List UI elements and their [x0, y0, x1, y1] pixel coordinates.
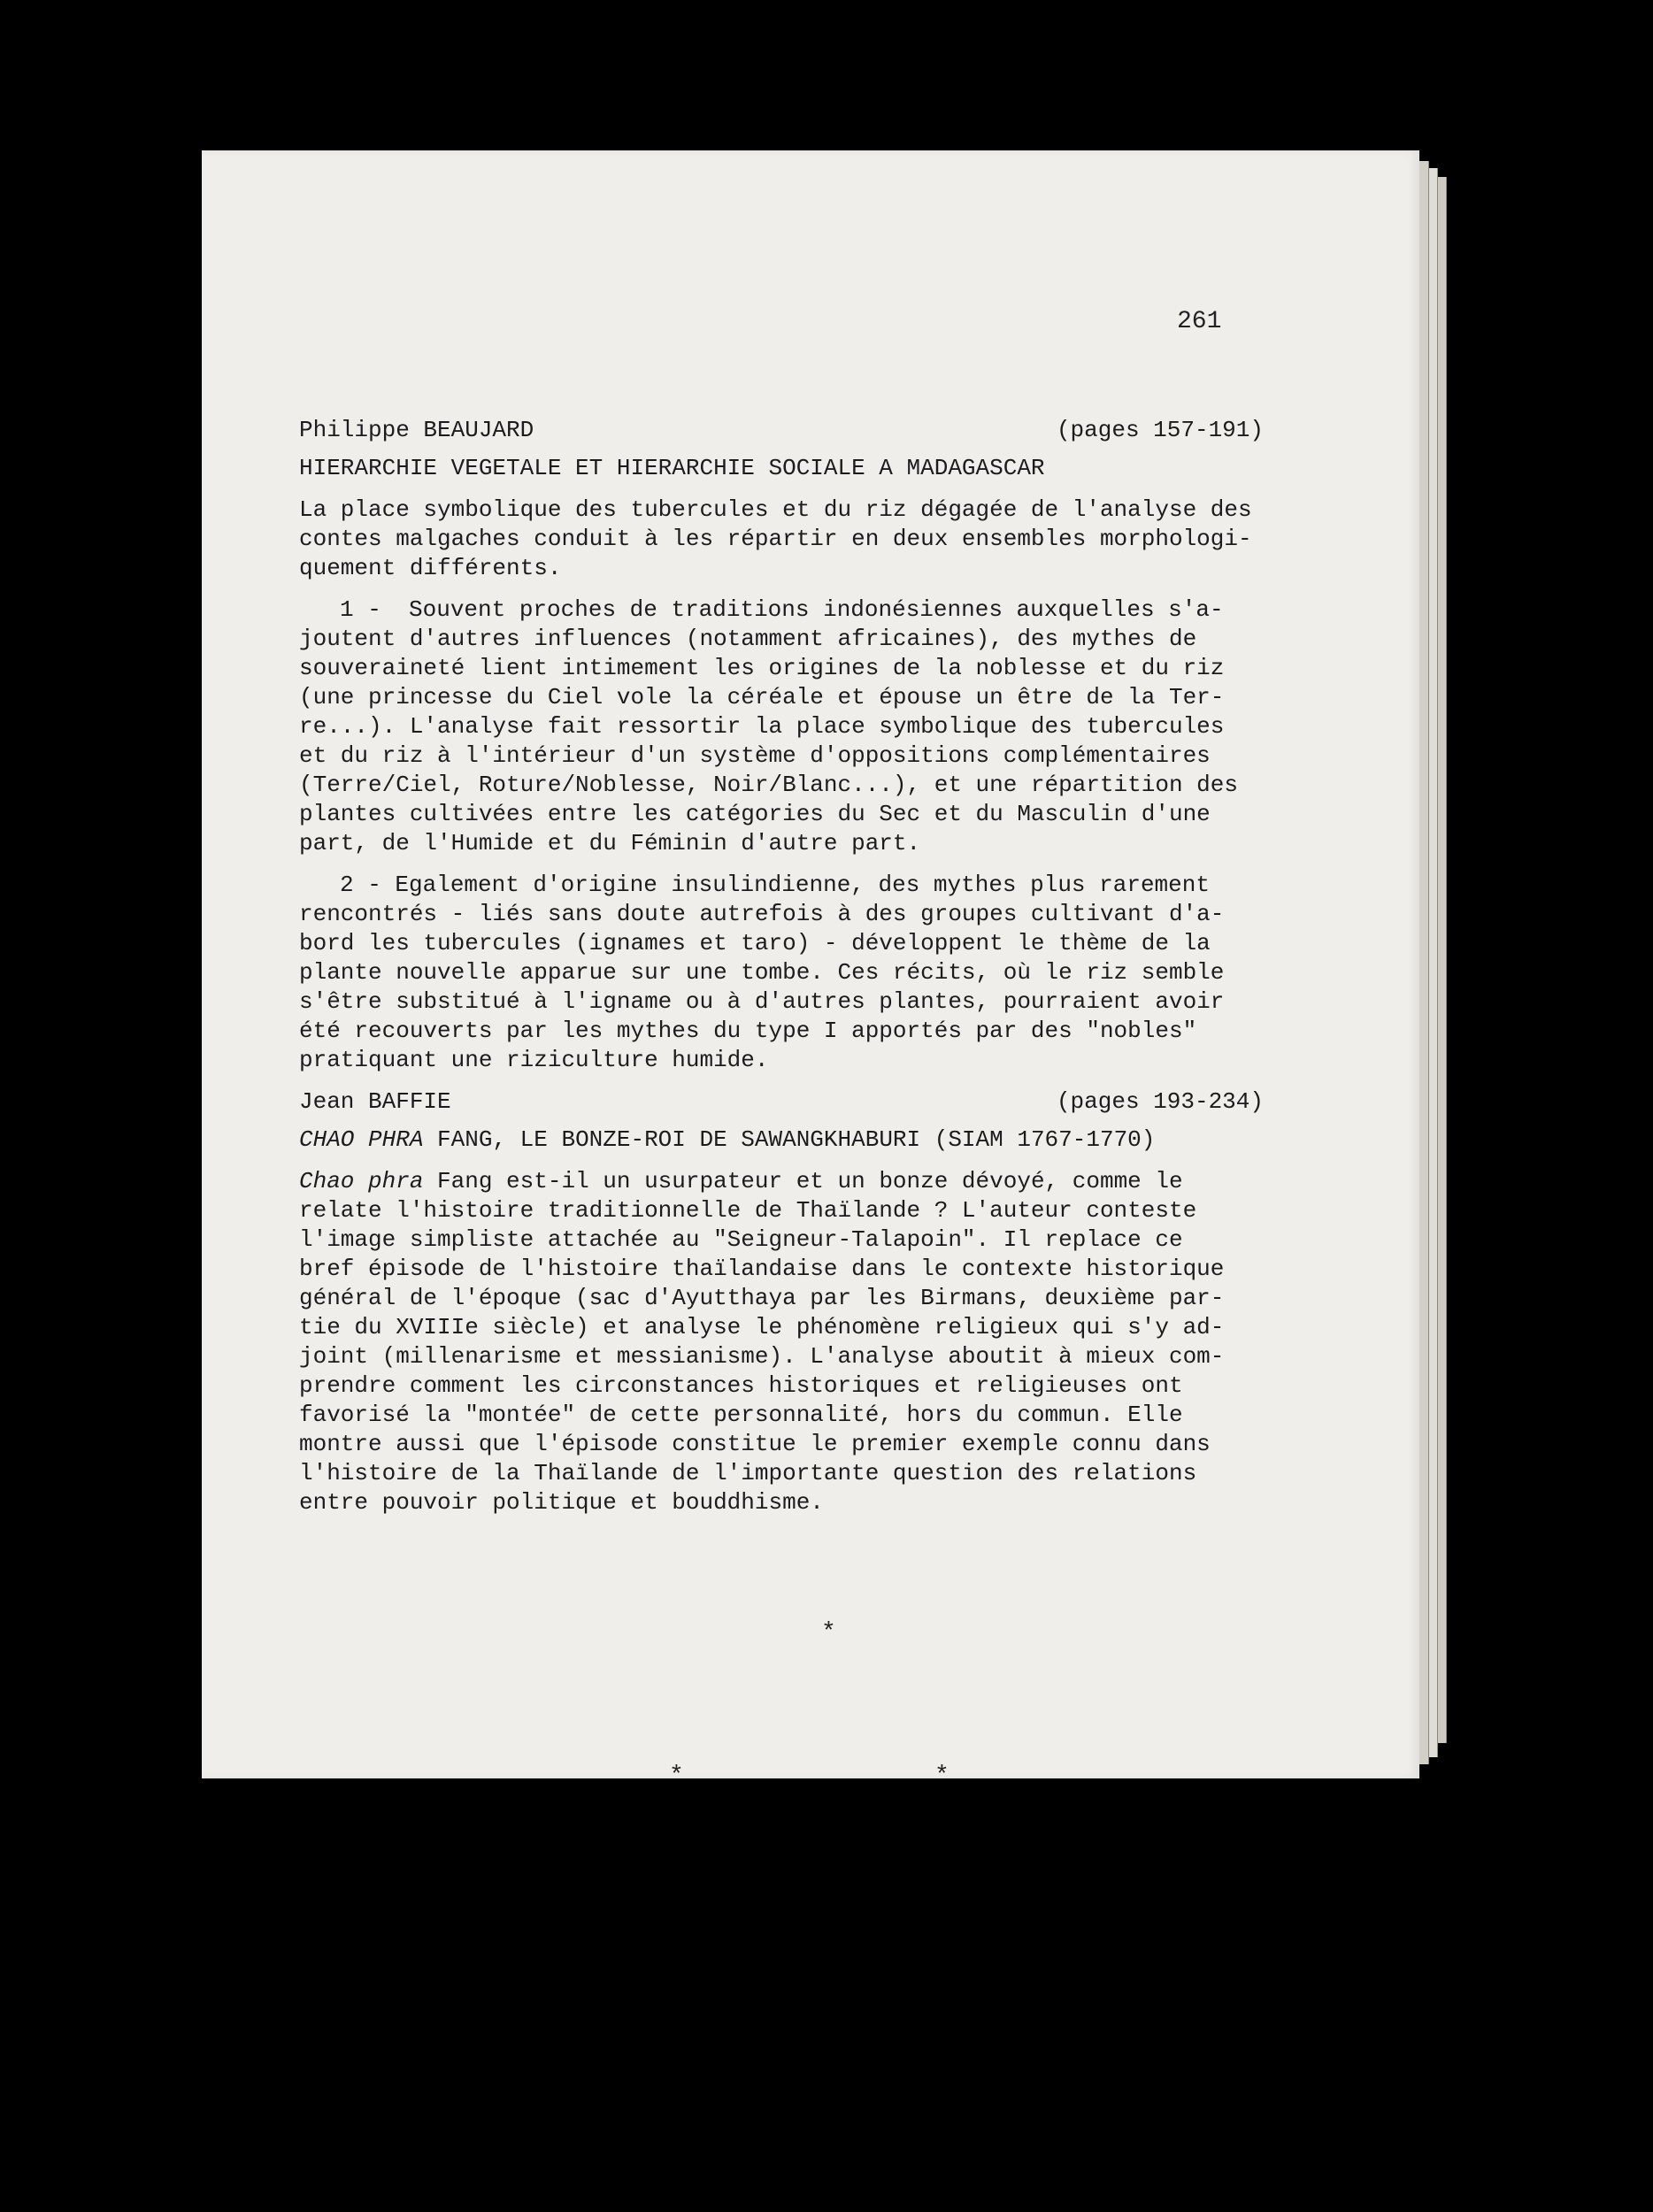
text-line: montre aussi que l'épisode constitue le premier exemple connu dans — [299, 1431, 1211, 1457]
text-fragment: Fang est-il un usurpateur et un bonze dévoyé, comme le — [423, 1168, 1183, 1194]
section-header — [299, 416, 1264, 445]
text-line: joint (millenarisme et messianisme). L'analyse aboutit à mieux com- — [299, 1343, 1225, 1370]
text-line: rencontrés - liés sans doute autrefois à des groupes cultivant d'a- — [299, 901, 1225, 927]
book-page — [202, 150, 1419, 1790]
italic-term: Chao phra — [299, 1168, 424, 1194]
text-line: plante nouvelle apparue sur une tombe. Ces récits, où le riz semble — [299, 959, 1225, 986]
page-range: (pages 193-234) — [1056, 1088, 1264, 1115]
text-line: et du riz à l'intérieur d'un système d'oppositions complémentaires — [299, 742, 1211, 769]
text-line: été recouverts par les mythes du type I apportés par des "nobles" — [299, 1018, 1197, 1044]
text-line: l'histoire de la Thaïlande de l'importante question des relations — [299, 1460, 1197, 1486]
text-line: 1 - Souvent proches de traditions indonésiennes auxquelles s'a- — [340, 596, 1224, 623]
text-line: entre pouvoir politique et bouddhisme. — [299, 1489, 824, 1516]
abstract-body — [299, 1167, 1308, 1517]
text-line: plantes cultivées entre les catégories du Sec et du Masculin d'une — [299, 801, 1211, 827]
text-line: l'image simpliste attachée au "Seigneur-Talapoin". Il replace ce — [299, 1226, 1183, 1253]
text-line: relate l'histoire traditionnelle de Thaïlande ? L'auteur conteste — [299, 1197, 1197, 1224]
title-italic: CHAO PHRA — [299, 1126, 424, 1153]
text-line: part, de l'Humide et du Féminin d'autre part. — [299, 830, 921, 856]
text-line: favorisé la "montée" de cette personnalité, hors du commun. Elle — [299, 1402, 1183, 1428]
text-line: 2 - Egalement d'origine insulindienne, des mythes plus rarement — [340, 872, 1210, 898]
text-line — [299, 1167, 1308, 1196]
text-line: joutent d'autres influences (notamment africaines), des mythes de — [299, 626, 1197, 652]
article-title: HIERARCHIE VEGETALE ET HIERARCHIE SOCIALE A MADAGASCAR — [299, 455, 1045, 481]
separator-asterisk: * — [669, 1763, 684, 1790]
abstract-paragraph-2 — [299, 871, 1308, 1075]
text-line: bref épisode de l'histoire thaïlandaise dans le contexte historique — [299, 1256, 1225, 1282]
abstract-intro — [299, 495, 1308, 583]
author-name: Philippe BEAUJARD — [299, 417, 534, 443]
title-rest: FANG, LE BONZE-ROI DE SAWANGKHABURI (SIAM 1767-1770) — [423, 1126, 1156, 1153]
text-line: tie du XVIIIe siècle) et analyse le phénomène religieux qui s'y ad- — [299, 1314, 1225, 1340]
text-line: bord les tubercules (ignames et taro) - développent le thème de la — [299, 930, 1211, 956]
text-line: général de l'époque (sac d'Ayutthaya par les Birmans, deuxième par- — [299, 1285, 1225, 1311]
section-header — [299, 1087, 1264, 1117]
author-name: Jean BAFFIE — [299, 1088, 451, 1115]
text-line: pratiquant une riziculture humide. — [299, 1047, 769, 1073]
text-line: prendre comment les circonstances historiques et religieuses ont — [299, 1372, 1183, 1399]
abstract-text — [299, 416, 1308, 1517]
text-line: La place symbolique des tubercules et du riz dégagée de l'analyse des — [299, 496, 1252, 523]
separator-asterisk: * — [821, 1619, 836, 1647]
text-line: s'être substitué à l'igname ou à d'autres plantes, pourraient avoir — [299, 988, 1225, 1015]
text-line: quement différents. — [299, 555, 562, 581]
text-line: souveraineté lient intimement les origines de la noblesse et du riz — [299, 655, 1225, 681]
text-line: (une princesse du Ciel vole la céréale et épouse un être de la Ter- — [299, 684, 1225, 710]
page-number: 261 — [1177, 308, 1222, 335]
text-line: re...). L'analyse fait ressortir la place symbolique des tubercules — [299, 713, 1225, 740]
abstract-paragraph-1 — [299, 595, 1308, 858]
article-title — [299, 1125, 1308, 1155]
separator-asterisk: * — [934, 1763, 950, 1790]
text-line: (Terre/Ciel, Roture/Noblesse, Noir/Blanc...), et une répartition des — [299, 772, 1238, 798]
text-line: contes malgaches conduit à les répartir en deux ensembles morphologi- — [299, 526, 1252, 552]
page-range: (pages 157-191) — [1056, 417, 1264, 443]
